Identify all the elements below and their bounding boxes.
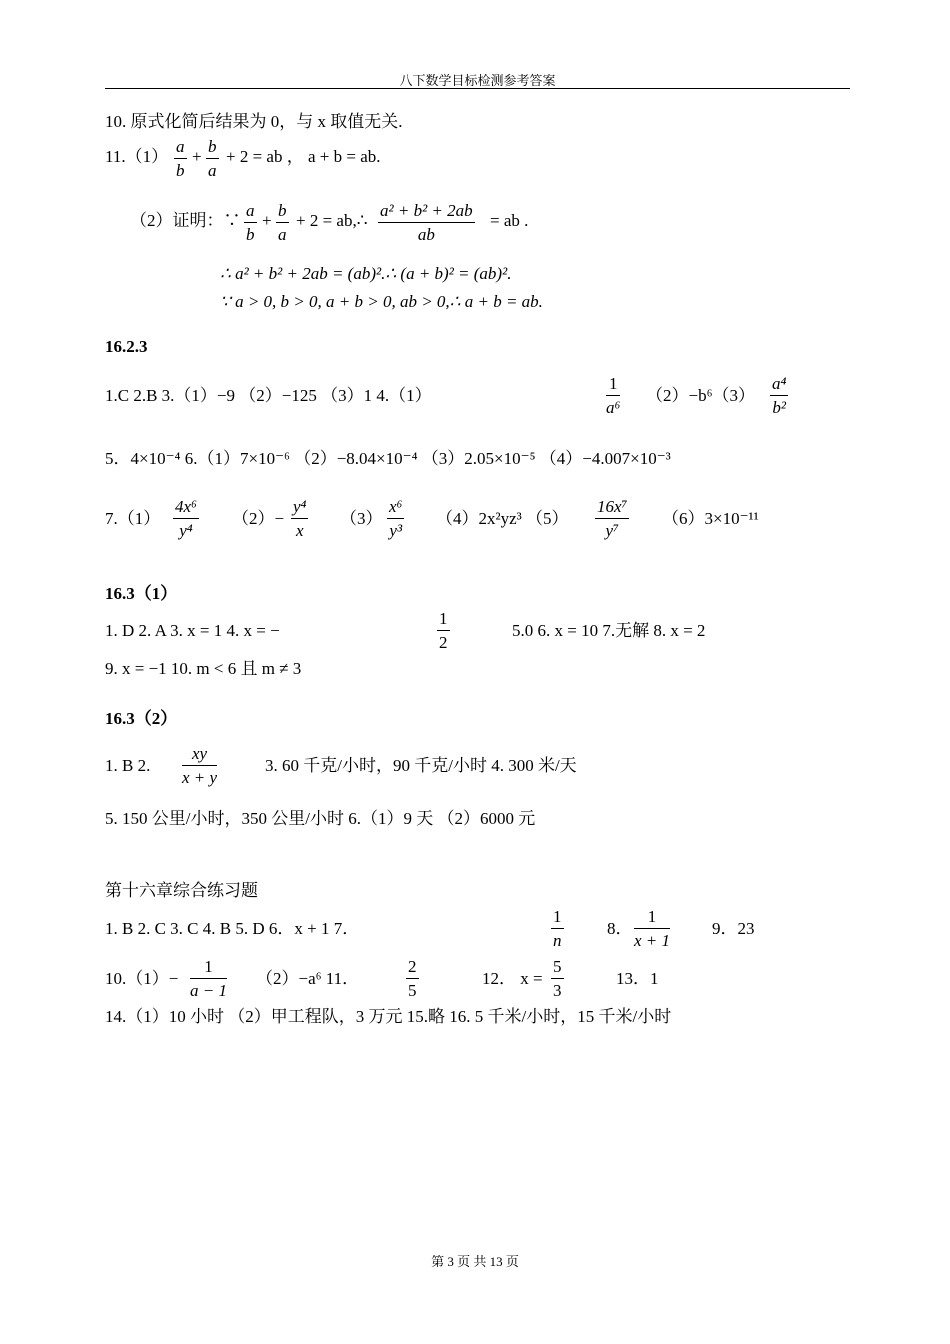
answer-7-4: （4）2x²yz³ （5） [436, 509, 569, 528]
numerator: 2 [406, 958, 419, 979]
fraction-xy-over-x-plus-y [182, 745, 217, 786]
numerator: 1 [551, 908, 564, 929]
answer-7-3-label: （3） [340, 509, 383, 528]
numerator: x⁶ [387, 498, 404, 519]
answer-7-2-label: （2）− [232, 509, 285, 528]
answer-11-1-result: + 2 = ab ， a + b = ab. [226, 147, 381, 166]
answers-1-4: 1.C 2.B 3.（1）−9 （2）−125 （3）1 4.（1） [105, 386, 432, 405]
denominator: a − 1 [190, 981, 227, 1000]
denominator: b² [772, 398, 787, 417]
answer-13: 13．1 [616, 969, 659, 988]
answers-5-6: 5. 150 公里/小时，350 公里/小时 6.（1）9 天 （2）6000 元 [105, 809, 536, 828]
answer-11-2-line3: ∴ a² + b² + 2ab = (ab)².∴ (a + b)² = (ab)². [220, 264, 512, 283]
answers-3-4: 3. 60 千克/小时，90 千克/小时 4. 300 米/天 [265, 756, 577, 775]
fraction-1-over-2 [437, 610, 450, 651]
denominator: x [295, 521, 304, 540]
numerator: b [206, 138, 219, 159]
fraction-1-over-x-plus-1 [634, 908, 670, 949]
denominator: a [208, 161, 217, 180]
fraction-y4-over-x [291, 498, 308, 539]
denominator: ab [417, 225, 435, 244]
denominator: b [176, 161, 185, 180]
fraction-5-over-3 [551, 958, 564, 999]
denominator: x + y [182, 768, 218, 787]
numerator: 1 [606, 375, 620, 396]
denominator: x + 1 [634, 931, 671, 950]
answers-1-7: 1. B 2. C 3. C 4. B 5. D 6．x + 1 7． [105, 919, 360, 938]
denominator: n [553, 931, 562, 950]
answers-1-2: 1. B 2. [105, 756, 151, 775]
answer-11-2-equals: = ab . [490, 211, 529, 230]
fraction-4x6-over-y4 [173, 498, 199, 539]
fraction-16x7-over-y7 [595, 498, 629, 539]
header-rule [105, 88, 850, 89]
denominator: 5 [408, 981, 417, 1000]
numerator: a [174, 138, 187, 159]
section-title-16-3-2: 16.3（2） [105, 709, 178, 728]
answer-11-2-line4: ∵ a > 0, b > 0, a + b > 0, ab > 0,∴ a + b = ab. [220, 292, 543, 311]
answers-5-8: 5.0 6. x = 10 7.无解 8. x = 2 [512, 621, 706, 640]
fraction-a-over-b [174, 138, 187, 179]
numerator: 1 [634, 908, 670, 929]
numerator: a [244, 202, 257, 223]
numerator: 1 [437, 610, 450, 631]
numerator: 5 [551, 958, 564, 979]
answers-5-6: 5．4×10⁻⁴ 6.（1）7×10⁻⁶ （2）−8.04×10⁻⁴ （3）2.05×10⁻⁵ （4）−4.007×10⁻³ [105, 449, 671, 468]
fraction-b-over-a [206, 138, 219, 179]
numerator: 1 [190, 958, 227, 979]
numerator: 16x⁷ [595, 498, 629, 519]
section-title-16-3-1: 16.3（1） [105, 584, 178, 603]
answers-9-10: 9. x = −1 10. m < 6 且 m ≠ 3 [105, 659, 302, 678]
answer-10-1-label: 10.（1）− [105, 969, 179, 988]
fraction-1-over-n [551, 908, 564, 949]
page-header-title: 八下数学目标检测参考答案 [399, 73, 556, 88]
denominator: y⁷ [605, 521, 619, 540]
fraction-a4-over-b2 [770, 375, 788, 416]
fraction-x6-over-y3 [387, 498, 404, 539]
section-title-16-2-3: 16.2.3 [105, 337, 148, 356]
section-title-chapter-16: 第十六章综合练习题 [105, 881, 258, 900]
numerator: a² + b² + 2ab [378, 202, 475, 223]
fraction-1-over-a-minus-1 [190, 958, 227, 999]
denominator: a⁶ [606, 398, 621, 417]
fraction-a-over-b [244, 202, 257, 243]
page-number: 第 3 页 共 13 页 [431, 1254, 519, 1269]
denominator: y³ [389, 521, 403, 540]
answers-1-4: 1. D 2. A 3. x = 1 4. x = − [105, 621, 280, 640]
fraction-1-over-a6 [606, 375, 620, 416]
answer-7-6: （6）3×10⁻¹¹ [662, 509, 759, 528]
answer-12-label: 12． x = [482, 969, 543, 988]
numerator: 4x⁶ [173, 498, 199, 519]
denominator: a [278, 225, 287, 244]
fraction-2-over-5 [406, 958, 419, 999]
fraction-sum-over-ab [378, 202, 475, 243]
answer-9: 9．23 [712, 919, 755, 938]
fraction-b-over-a [276, 202, 289, 243]
denominator: y⁴ [179, 521, 193, 540]
numerator: y⁴ [291, 498, 308, 519]
denominator: b [246, 225, 255, 244]
answer-11-1-label: 11.（1） [105, 147, 169, 166]
answer-11-2-label: （2）证明：∵ [130, 211, 241, 230]
answer-11-2-part: + 2 = ab,∴ [296, 211, 368, 230]
numerator: b [276, 202, 289, 223]
answers-14-16: 14.（1）10 小时 （2）甲工程队，3 万元 15.略 16. 5 千米/小时，15 千米/小时 [105, 1007, 672, 1026]
denominator: 2 [439, 633, 448, 652]
numerator: xy [182, 745, 217, 766]
denominator: 3 [553, 981, 562, 1000]
answer-8-label: 8． [607, 919, 633, 938]
numerator: a⁴ [770, 375, 788, 396]
answer-7-1-label: 7.（1） [105, 509, 161, 528]
answer-10: 10. 原式化简后结果为 0，与 x 取值无关. [105, 112, 403, 131]
answers-10-2-11: （2）−a⁶ 11． [256, 969, 360, 988]
answers-4-2-3: （2）−b⁶（3） [646, 386, 756, 405]
